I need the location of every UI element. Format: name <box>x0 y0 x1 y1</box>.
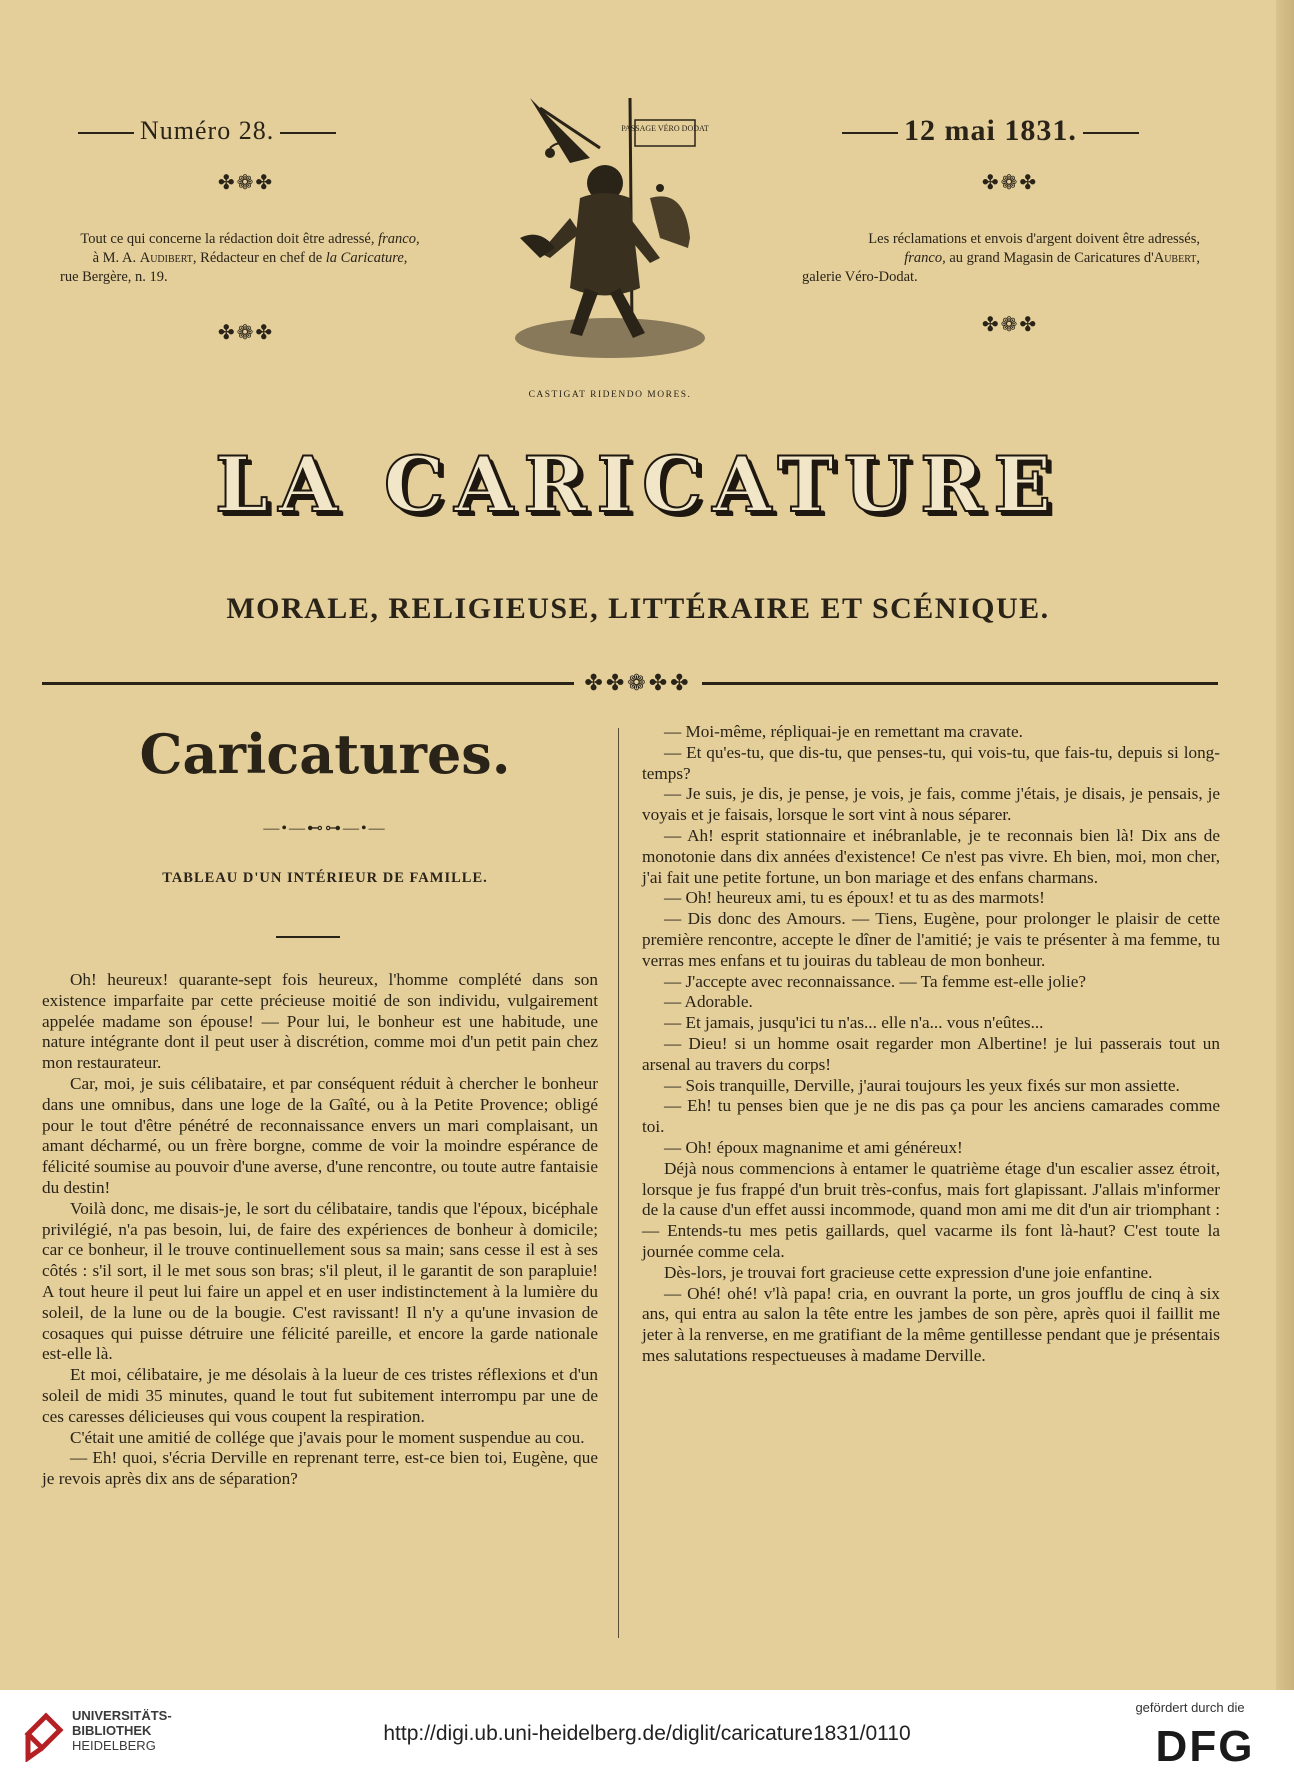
column-divider <box>618 728 619 1638</box>
ornament-left-bottom: ✤❁✤ <box>217 322 275 344</box>
library-name: UNIVERSITÄTS- BIBLIOTHEK HEIDELBERG <box>72 1708 172 1753</box>
ornament-left-top: ✤❁✤ <box>217 172 275 194</box>
paragraph: Déjà nous commencions à entamer le quatrième étage d'un escalier assez étroit, lorsque je fus frappé d'un bruit très-confus, mais fort glapissant. J'allais m'informer de la cause d'un effet aussi incommode, quand mon ami me dit d'un air triomphant : — Entends-tu mes petis gaillards, quel vacarme ils font là-haut? C'est toute la journée comme cela. <box>642 1158 1220 1261</box>
paragraph: Dès-lors, je trouvai fort gracieuse cette expression d'une joie enfantine. <box>664 1262 1153 1282</box>
paragraph: — J'accepte avec reconnaissance. — Ta femme est-elle jolie? <box>664 971 1086 991</box>
paragraph: — Oh! époux magnanime et ami généreux! <box>664 1137 963 1157</box>
editorial-address-note: Tout ce qui concerne la rédaction doit être adressé, franco, à M. A. Audibert, Rédacteur en chef de la Caricature, rue Bergère, n. 19. <box>60 231 420 285</box>
paragraph: — Eh! quoi, s'écria Derville en reprenant terre, est-ce bien toi, Eugène, que je revois après dix ans de séparation? <box>42 1448 598 1489</box>
article-column-left <box>42 970 598 1490</box>
paragraph: Car, moi, je suis célibataire, et par conséquent réduit à chercher le bonheur dans une omnibus, dans une loge de la Gaîté, ou à la Petite Provence; obligé pour le tout d'être pénétré de reconnaissance envers un mari complaisant, un amant décharmé, ou un frère borgne, comme de voir la moindre espérance de félicité soumise au pouvoir d'une averse, d'une rencontre, ou toute autre fantaisie du destin! <box>42 1073 598 1197</box>
jester-vignette <box>510 88 710 370</box>
paragraph: Voilà donc, me disais-je, le sort du célibataire, tandis que l'époux, bicéphale privilégié, n'a pas besoin, lui, de faire des expériences de bonheur à domicile; car ce bonheur, il le trouve continuellement sous sa main; sans cesse il est à ses côtés : s'il sort, il le met sous son bras; s'il pleut, il le garantit de son parapluie! A tout heure il peut lui faire un appel et en user indistinctement à la lumière du soleil, de la lune ou de la bougie. C'est ravissant! Il n'y a qu'une invasion de cosaques qui puisse détruire une félicité pareille, et encore la garde nationale est-elle là. <box>42 1198 598 1364</box>
funding-note: gefördert durch die <box>1135 1700 1245 1715</box>
paragraph: — Ohé! ohé! v'là papa! cria, en ouvrant la porte, un gros joufflu de cinq à six ans, qui entra au salon la tête entre les jambes de son père, après quoi il faillit me jeter à la renverse, en me gratifiant de la même gentillesse pendant que je présentais mes salutations respectueuses à madame Derville. <box>642 1283 1220 1365</box>
source-url[interactable]: http://digi.ub.uni-heidelberg.de/diglit/caricature1831/0110 <box>383 1722 911 1745</box>
paragraph: Et moi, célibataire, je me désolais à la lueur de ces tristes réflexions et d'un soleil de midi 35 minutes, quand le tout fut subitement interrompu par une de ces caresses délicieuses qui vous coupent la respiration. <box>42 1365 598 1426</box>
heading-ornament: —•—⊷⊶—•— <box>263 820 387 837</box>
ornament-right-bottom: ✤❁✤ <box>981 314 1039 336</box>
paragraph: — Sois tranquille, Derville, j'aurai toujours les yeux fixés sur mon assiette. <box>664 1075 1180 1095</box>
paragraph: — Moi-même, répliquai-je en remettant ma cravate. <box>664 722 1023 741</box>
paragraph: — Dieu! si un homme osait regarder mon Albertine! je lui passerais tout un arsenal au travers du corps! <box>642 1033 1220 1074</box>
masthead-ornament: ✤✤❁✤✤ <box>0 670 1276 696</box>
issue-number: Numéro 28. <box>72 116 342 146</box>
paragraph: Oh! heureux! quarante-sept fois heureux, l'homme complété dans son existence imparfaite par cette précieuse moitié de son individu, vulgairement appelée madame son épouse! — Pour lui, le bonheur est une habitude, une nature intégrante dont il peut user à discrétion, comme moi d'un petit pain chez mon restaurateur. <box>42 970 598 1073</box>
masthead-title: LA CARICATURE <box>214 440 1062 529</box>
subheading-rule <box>276 936 340 938</box>
paragraph: C'était une amitié de collége que j'avais pour le moment suspendue au cou. <box>70 1427 585 1447</box>
article-subheading: TABLEAU D'UN INTÉRIEUR DE FAMILLE. <box>162 870 488 886</box>
paragraph: — Et qu'es-tu, que dis-tu, que penses-tu, qui vois-tu, que fais-tu, depuis si long-temps? <box>642 742 1220 783</box>
paragraph: — Je suis, je dis, je pense, je vois, je fais, comme j'étais, je disais, je pensais, je voyais et je faisais, lorsque le sort vint à nous séparer. <box>642 784 1220 825</box>
paragraph: — Oh! heureux ami, tu es époux! et tu as des marmots! <box>664 888 1045 908</box>
paragraph: — Eh! tu penses bien que je ne dis pas ça pour les anciens camarades comme toi. <box>642 1096 1220 1137</box>
vignette-sign-text: PASSAGE VÉRO DODAT <box>621 124 709 133</box>
motto: CASTIGAT RIDENDO MORES. <box>528 390 692 400</box>
subscription-note: Les réclamations et envois d'argent doivent être adressés, franco, au grand Magasin de Caricatures d'Aubert, galerie Véro-Dodat. <box>802 231 1200 285</box>
article-column-right <box>642 722 1220 1367</box>
paragraph: — Et jamais, jusqu'ici tu n'as... elle n'a... vous n'eûtes... <box>664 1013 1044 1033</box>
issue-date: 12 mai 1831. <box>836 114 1145 148</box>
article-heading: Caricatures. <box>139 722 511 786</box>
paragraph: — Dis donc des Amours. — Tiens, Eugène, pour prolonger le plaisir de cette première rencontre, accepte le dîner de l'amitié; je vais te présenter à ma femme, tu verras mes enfans et tu jouiras du tableau de mon bonheur. <box>642 909 1220 970</box>
paragraph: — Adorable. <box>664 992 753 1012</box>
masthead-subtitle: MORALE, RELIGIEUSE, LITTÉRAIRE ET SCÉNIQUE. <box>226 592 1050 625</box>
ornament-right-top: ✤❁✤ <box>981 172 1039 194</box>
dfg-logo: DFG <box>1155 1722 1255 1771</box>
paragraph: — Ah! esprit stationnaire et inébranlable, je te reconnais bien là! Dix ans de monotonie dans dix années d'existence! Ce n'est pas vivre. Eh bien, moi, mon cher, j'ai fait une petite fortune, un bon mariage et des enfans charmans. <box>642 825 1220 887</box>
